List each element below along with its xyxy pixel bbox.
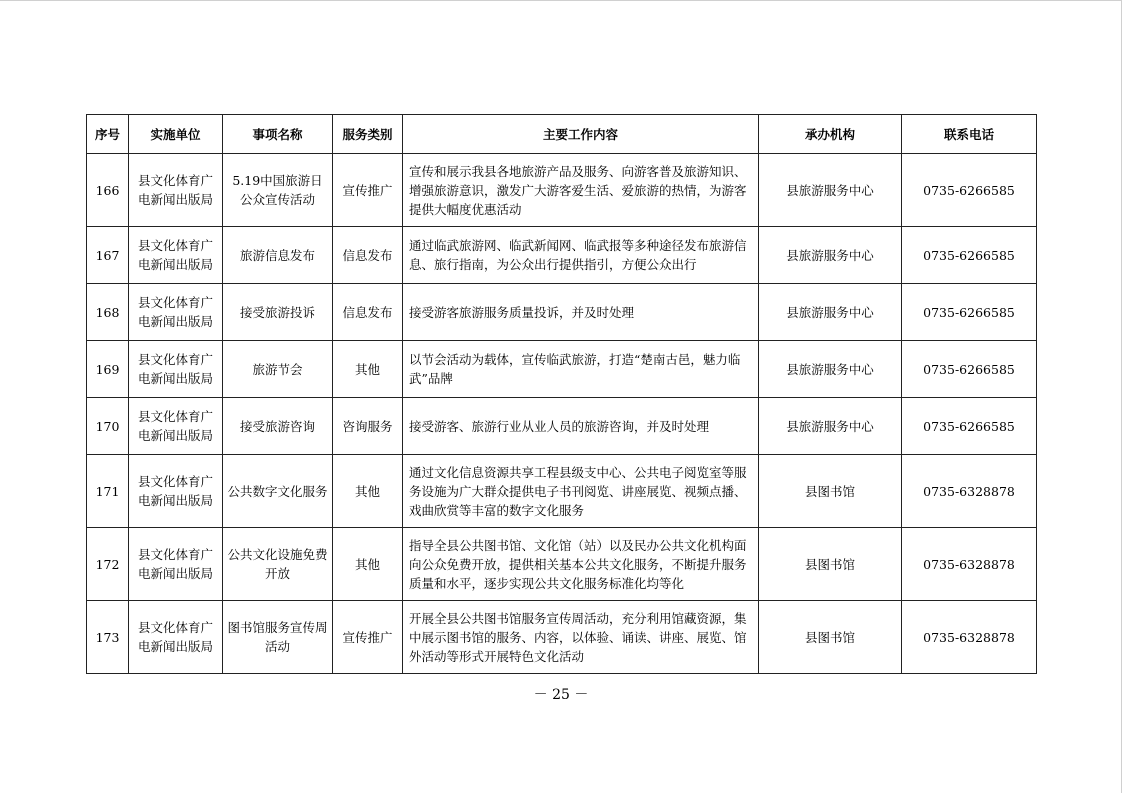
cell-no: 168 — [87, 284, 129, 341]
cell-content: 通过临武旅游网、临武新闻网、临武报等多种途径发布旅游信息、旅行指南，为公众出行提供指引，方便公众出行 — [403, 227, 759, 284]
header-category: 服务类别 — [333, 115, 403, 154]
header-org: 承办机构 — [759, 115, 902, 154]
cell-unit: 县文化体育广电新闻出版局 — [129, 284, 223, 341]
cell-content: 指导全县公共图书馆、文化馆（站）以及民办公共文化机构面向公众免费开放，提供相关基本公共文化服务，不断提升服务质量和水平，逐步实现公共文化服务标准化均等化 — [403, 528, 759, 601]
cell-org: 县旅游服务中心 — [759, 227, 902, 284]
cell-phone: 0735-6266585 — [902, 227, 1037, 284]
header-no: 序号 — [87, 115, 129, 154]
cell-no: 167 — [87, 227, 129, 284]
table-row — [87, 341, 1037, 398]
cell-org: 县图书馆 — [759, 455, 902, 528]
cell-org: 县图书馆 — [759, 528, 902, 601]
cell-category: 其他 — [333, 455, 403, 528]
table-row — [87, 528, 1037, 601]
cell-phone: 0735-6328878 — [902, 601, 1037, 674]
header-content: 主要工作内容 — [403, 115, 759, 154]
cell-content: 以节会活动为载体，宣传临武旅游，打造“楚南古邑，魅力临武”品牌 — [403, 341, 759, 398]
cell-phone: 0735-6266585 — [902, 398, 1037, 455]
cell-org: 县旅游服务中心 — [759, 284, 902, 341]
cell-no: 171 — [87, 455, 129, 528]
cell-content: 开展全县公共图书馆服务宣传周活动，充分利用馆藏资源，集中展示图书馆的服务、内容，以体验、诵读、讲座、展览、馆外活动等形式开展特色文化活动 — [403, 601, 759, 674]
table-row — [87, 398, 1037, 455]
cell-content: 接受游客、旅游行业从业人员的旅游咨询，并及时处理 — [403, 398, 759, 455]
cell-item: 公共数字文化服务 — [223, 455, 333, 528]
cell-phone: 0735-6266585 — [902, 284, 1037, 341]
cell-item: 旅游信息发布 — [223, 227, 333, 284]
header-phone: 联系电话 — [902, 115, 1037, 154]
cell-phone: 0735-6328878 — [902, 455, 1037, 528]
page-edge-top — [0, 0, 1121, 1]
cell-phone: 0735-6266585 — [902, 341, 1037, 398]
cell-phone: 0735-6328878 — [902, 528, 1037, 601]
cell-category: 宣传推广 — [333, 601, 403, 674]
cell-no: 166 — [87, 154, 129, 227]
table-row — [87, 601, 1037, 674]
cell-category: 信息发布 — [333, 227, 403, 284]
cell-item: 接受旅游咨询 — [223, 398, 333, 455]
header-item: 事项名称 — [223, 115, 333, 154]
cell-org: 县图书馆 — [759, 601, 902, 674]
cell-category: 宣传推广 — [333, 154, 403, 227]
table-row — [87, 227, 1037, 284]
cell-item: 接受旅游投诉 — [223, 284, 333, 341]
table-row — [87, 284, 1037, 341]
page-number: － 25 － — [533, 687, 589, 703]
cell-no: 172 — [87, 528, 129, 601]
table-row — [87, 154, 1037, 227]
cell-org: 县旅游服务中心 — [759, 154, 902, 227]
cell-unit: 县文化体育广电新闻出版局 — [129, 341, 223, 398]
cell-org: 县旅游服务中心 — [759, 341, 902, 398]
cell-unit: 县文化体育广电新闻出版局 — [129, 398, 223, 455]
cell-no: 173 — [87, 601, 129, 674]
cell-unit: 县文化体育广电新闻出版局 — [129, 528, 223, 601]
cell-no: 169 — [87, 341, 129, 398]
cell-item: 5.19中国旅游日公众宣传活动 — [223, 154, 333, 227]
table-row — [87, 455, 1037, 528]
cell-org: 县旅游服务中心 — [759, 398, 902, 455]
cell-content: 宣传和展示我县各地旅游产品及服务、向游客普及旅游知识、增强旅游意识，激发广大游客爱生活、爱旅游的热情，为游客提供大幅度优惠活动 — [403, 154, 759, 227]
cell-category: 信息发布 — [333, 284, 403, 341]
cell-no: 170 — [87, 398, 129, 455]
cell-content: 通过文化信息资源共享工程县级支中心、公共电子阅览室等服务设施为广大群众提供电子书刊阅览、讲座展览、视频点播、戏曲欣赏等丰富的数字文化服务 — [403, 455, 759, 528]
cell-category: 其他 — [333, 341, 403, 398]
cell-phone: 0735-6266585 — [902, 154, 1037, 227]
cell-category: 咨询服务 — [333, 398, 403, 455]
cell-category: 其他 — [333, 528, 403, 601]
cell-unit: 县文化体育广电新闻出版局 — [129, 455, 223, 528]
cell-item: 旅游节会 — [223, 341, 333, 398]
cell-content: 接受游客旅游服务质量投诉，并及时处理 — [403, 284, 759, 341]
table-header-row — [87, 115, 1037, 154]
cell-unit: 县文化体育广电新闻出版局 — [129, 227, 223, 284]
header-unit: 实施单位 — [129, 115, 223, 154]
cell-item: 图书馆服务宣传周活动 — [223, 601, 333, 674]
cell-item: 公共文化设施免费开放 — [223, 528, 333, 601]
service-items-table — [86, 114, 1037, 674]
cell-unit: 县文化体育广电新闻出版局 — [129, 601, 223, 674]
cell-unit: 县文化体育广电新闻出版局 — [129, 154, 223, 227]
